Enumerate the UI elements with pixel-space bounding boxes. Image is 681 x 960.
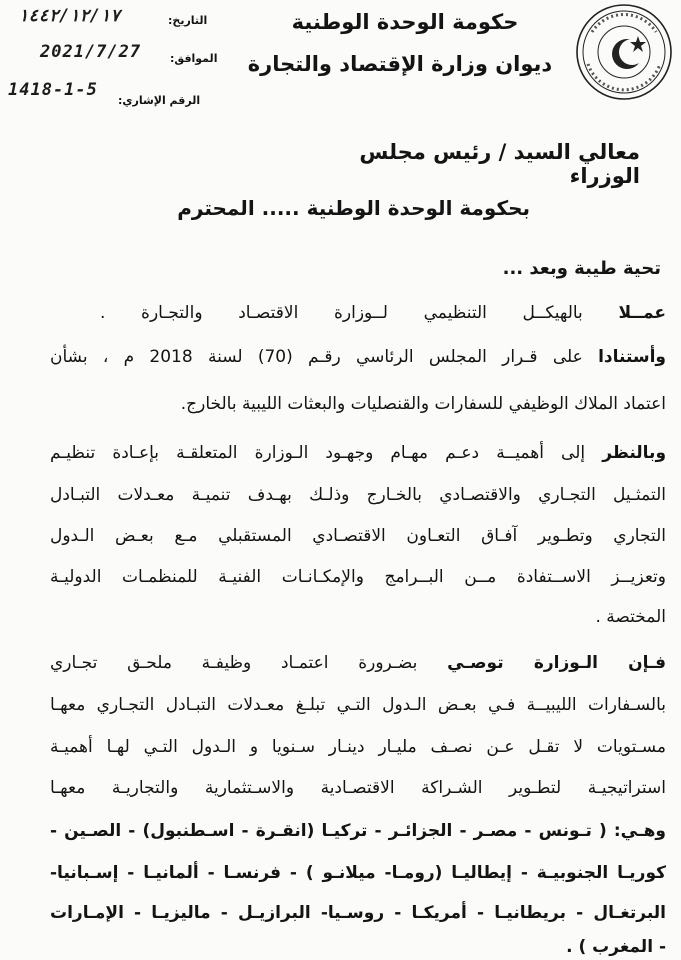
paragraph-4-line-3: مسـتويات لا تقـل عـن نصـف مليـار دينـار سـنويا و الـدول التـي لهـا أهميـة xyxy=(50,737,666,757)
paragraph-1-lead: عمــلا xyxy=(618,303,666,323)
paragraph-1-text: بالهيكــل التنظيمي لــوزارة الاقتصـاد والتجـارة . xyxy=(100,303,583,323)
reference-number-value: 1418-1-5 xyxy=(8,80,98,100)
paragraph-3-text: إلى أهميــة دعـم مهـام وجهـود الـوزارة المتعلقـة بإعـادة تنظيـم xyxy=(50,443,586,463)
addressee-government: بحكومة الوحدة الوطنية ..... المحترم xyxy=(177,196,530,220)
paragraph-4-line-2: بالسـفارات الليبيــة فـي بعـض الـدول التـي تبلـغ معـدلات التبـادل التجـاري معهـا xyxy=(50,695,666,715)
paragraph-4-line-1 xyxy=(50,650,666,676)
corresponding-date-value: 2021/7/27 xyxy=(40,42,142,62)
greeting: تحية طيبة وبعد ... xyxy=(502,258,661,279)
paragraph-3-line-4: وتعزيــز الاســتفادة مــن البــرامج والإمكـانـات الفنيـة للمنظمـات الدوليـة xyxy=(50,567,666,587)
paragraph-4-line-4: استراتيجيـة لتطـوير الشـراكة الاقتصـادية والاسـتثمارية والتجاريـة معهـا xyxy=(50,778,666,798)
paragraph-4-line-5: وهـي: ( تـونس - مصـر - الجزائـر - تركيـا (انقـرة - اسـطنبول) - الصـين - xyxy=(50,821,666,841)
paragraph-2-text: على قـرار المجلس الرئاسي رقـم (70) لسنة 2018 م ، بشأن xyxy=(50,347,583,367)
date-label: التاريخ: xyxy=(168,14,208,27)
paragraph-3-line-2: التمثـيل التجـاري والاقتصـادي بالخـارج وذلـك بهـدف تنميـة معـدلات التبـادل xyxy=(50,485,666,505)
paragraph-1-line-1 xyxy=(100,300,666,326)
corresponding-date-label: الموافق: xyxy=(170,52,218,65)
paragraph-3-lead: وبالنظر xyxy=(602,443,667,463)
paragraph-4-line-6: كوريـا الجنوبيـة - إيطاليـا (رومـا- ميلانـو ) - فرنسـا - ألمانيـا - إسـبانيا- xyxy=(50,863,666,883)
date-value: ١٤٤٢/١٢/١٧ xyxy=(18,6,121,26)
paragraph-4-text: بضـرورة اعتمـاد وظيفـة ملحـق تجـاري xyxy=(50,653,418,673)
paragraph-2-line-1 xyxy=(50,344,666,370)
paragraph-4-line-8: - المغرب ) . xyxy=(566,937,666,957)
reference-number-label: الرقم الإشاري: xyxy=(118,94,201,107)
addressee-title: معالي السيد / رئيس مجلس الوزراء xyxy=(359,140,640,188)
paragraph-3-line-3: التجاري وتطـوير آفـاق التعـاون الاقتصـادي المستقبلي مـع بعـض الـدول xyxy=(50,526,666,546)
state-seal-logo xyxy=(574,2,674,102)
paragraph-2-lead: وأستنادا xyxy=(598,347,667,367)
government-title: حكومة الوحدة الوطنية xyxy=(291,10,519,34)
paragraph-4-line-7: البرتغـال - بريطانيـا - أمريكـا - روسـيا- البرازيـل - ماليزيـا - الإمـارات xyxy=(50,903,666,923)
paragraph-3-line-1 xyxy=(50,440,666,466)
paragraph-4-lead: فـإن الـوزارة توصـي xyxy=(447,653,666,673)
paragraph-2-line-2: اعتماد الملاك الوظيفي للسفارات والقنصليات والبعثات الليبية بالخارج. xyxy=(180,394,666,414)
paragraph-3-line-5: المختصة . xyxy=(595,607,666,627)
ministry-title: ديوان وزارة الإقتصاد والتجارة xyxy=(247,52,553,76)
